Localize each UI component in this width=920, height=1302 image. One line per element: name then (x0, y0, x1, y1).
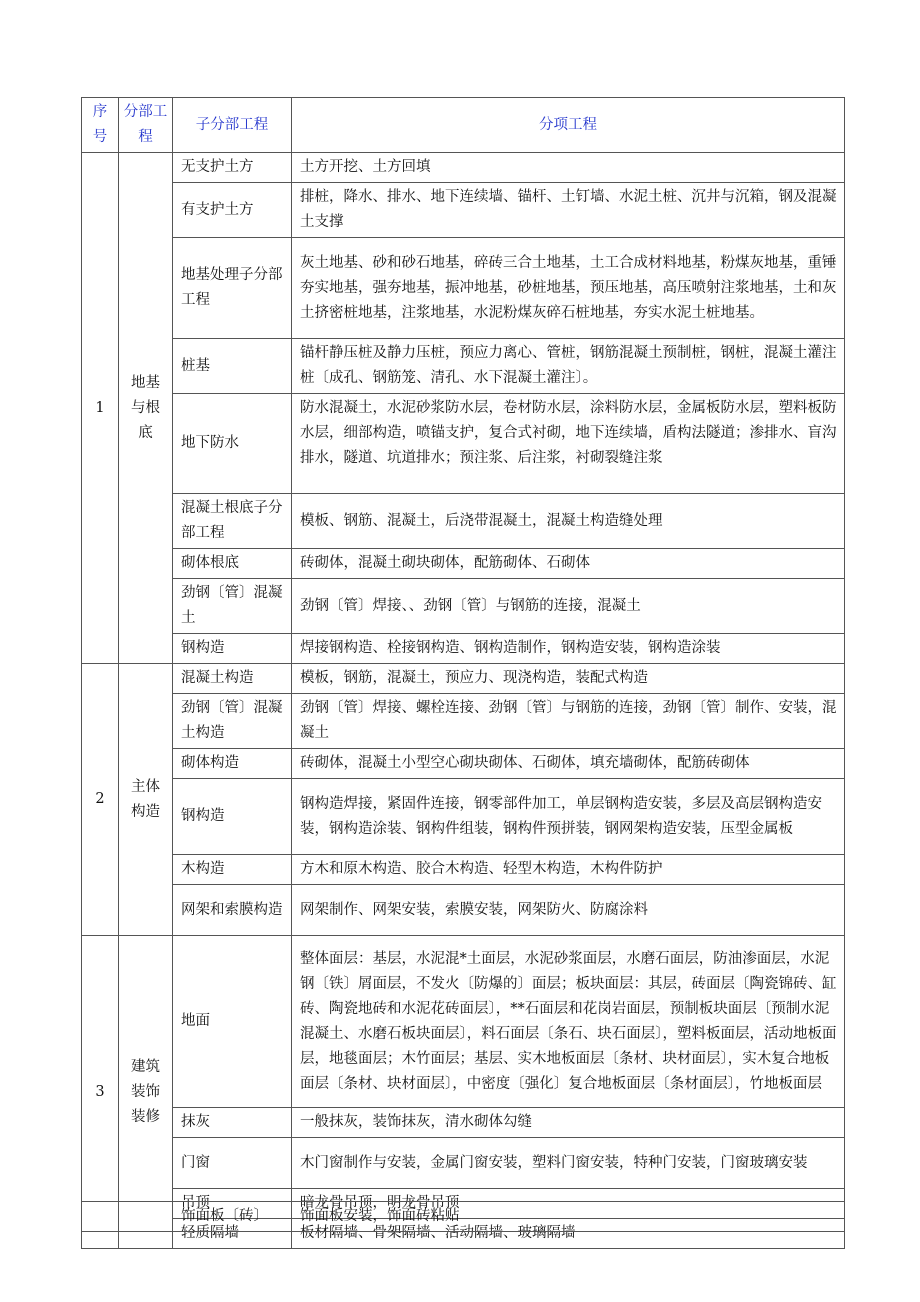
table-row (82, 394, 845, 494)
items-cell: 焊接钢构造、栓接钢构造、钢构造制作，钢构造安装，钢构造涂装 (292, 634, 845, 664)
items-cell: 模板，钢筋，混凝土，预应力、现浇构造，装配式构造 (292, 664, 845, 694)
subdivision-cell: 饰面板〔砖〕 (173, 1202, 292, 1232)
group-number: 2 (82, 664, 119, 936)
table-row (82, 694, 845, 749)
subdivision-cell: 木构造 (173, 855, 292, 885)
items-cell: 砖砌体，混凝土砌块砌体，配筋砌体、石砌体 (292, 549, 845, 579)
table-row (82, 749, 845, 779)
division-name: 建筑装饰装修 (119, 936, 173, 1249)
table-row (82, 664, 845, 694)
subdivision-cell: 钢构造 (173, 779, 292, 855)
empty-division-cell (119, 1202, 173, 1232)
table-row (82, 779, 845, 855)
header-division: 分部工程 (119, 98, 173, 153)
subdivision-cell: 吊顶 (173, 1189, 292, 1219)
table-row (82, 855, 845, 885)
subdivision-cell: 地面 (173, 936, 292, 1108)
engineering-division-table (81, 97, 845, 1249)
group-number: 1 (82, 153, 119, 664)
subdivision-cell: 混凝土构造 (173, 664, 292, 694)
subdivision-cell: 劲钢〔管〕混凝土构造 (173, 694, 292, 749)
group-number: 3 (82, 936, 119, 1249)
header-no: 序号 (82, 98, 119, 153)
subdivision-cell: 砌体根底 (173, 549, 292, 579)
header-items: 分项工程 (292, 98, 845, 153)
items-cell: 土方开挖、土方回填 (292, 153, 845, 183)
division-name: 主体构造 (119, 664, 173, 936)
subdivision-cell: 钢构造 (173, 634, 292, 664)
table-row (82, 1138, 845, 1189)
table-row (82, 238, 845, 339)
header-subdivision: 子分部工程 (173, 98, 292, 153)
subdivision-cell: 门窗 (173, 1138, 292, 1189)
items-cell: 暗龙骨吊顶，明龙骨吊顶 (292, 1189, 845, 1219)
empty-number-cell (82, 1202, 119, 1232)
subdivision-cell: 混凝土根底子分部工程 (173, 494, 292, 549)
items-cell: 方木和原木构造、胶合木构造、轻型木构造，木构件防护 (292, 855, 845, 885)
items-cell: 网架制作、网架安装，索膜安装，网架防火、防腐涂料 (292, 885, 845, 936)
subdivision-cell: 地基处理子分部工程 (173, 238, 292, 339)
items-cell: 饰面板安装，饰面砖粘贴 (292, 1202, 845, 1232)
items-cell: 劲钢〔管〕焊接、、劲钢〔管〕与钢筋的连接，混凝土 (292, 579, 845, 634)
items-cell: 模板、钢筋、混凝土，后浇带混凝土，混凝土构造缝处理 (292, 494, 845, 549)
table-row (82, 634, 845, 664)
subdivision-cell: 无支护土方 (173, 153, 292, 183)
items-cell: 一般抹灰，装饰抹灰，清水砌体勾缝 (292, 1108, 845, 1138)
table-row (82, 1202, 845, 1232)
items-cell: 砖砌体，混凝土小型空心砌块砌体、石砌体，填充墙砌体，配筋砖砌体 (292, 749, 845, 779)
items-cell: 板材隔墙、骨架隔墙、活动隔墙、玻璃隔墙 (292, 1219, 845, 1249)
table-row (82, 936, 845, 1108)
subdivision-cell: 桩基 (173, 339, 292, 394)
items-cell: 钢构造焊接，紧固件连接，钢零部件加工，单层钢构造安装，多层及高层钢构造安装，钢构造涂装、钢构件组装，钢构件预拼装，钢网架构造安装，压型金属板 (292, 779, 845, 855)
table-header-row (82, 98, 845, 153)
table-row (82, 885, 845, 936)
subdivision-cell: 砌体构造 (173, 749, 292, 779)
table-row (82, 494, 845, 549)
table-row (82, 153, 845, 183)
items-cell: 木门窗制作与安装，金属门窗安装，塑料门窗安装，特种门安装，门窗玻璃安装 (292, 1138, 845, 1189)
items-cell: 排桩，降水、排水、地下连续墙、锚杆、土钉墙、水泥土桩、沉井与沉箱，钢及混凝土支撑 (292, 183, 845, 238)
table-row (82, 183, 845, 238)
items-cell: 防水混凝土，水泥砂浆防水层，卷材防水层，涂料防水层，金属板防水层，塑料板防水层，细部构造，喷锚支护，复合式衬砌，地下连续墙，盾构法隧道；渗排水、盲沟排水，隧道、坑道排水；预注浆、后注浆，衬砌裂缝注浆 (292, 394, 845, 494)
division-name: 地基与根底 (119, 153, 173, 664)
subdivision-cell: 轻质隔墙 (173, 1219, 292, 1249)
table-row (82, 1108, 845, 1138)
items-cell: 锚杆静压桩及静力压桩，预应力离心、管桩，钢筋混凝土预制桩，钢桩，混凝土灌注桩〔成孔、钢筋笼、清孔、水下混凝土灌注〕。 (292, 339, 845, 394)
items-cell: 灰土地基、砂和砂石地基，碎砖三合土地基，土工合成材料地基，粉煤灰地基，重锤夯实地基，强夯地基，振冲地基，砂桩地基，预压地基，高压喷射注浆地基，土和灰土挤密桩地基，注浆地基，水泥粉煤灰碎石桩地基，夯实水泥土桩地基。 (292, 238, 845, 339)
items-cell: 劲钢〔管〕焊接、螺栓连接、劲钢〔管〕与钢筋的连接，劲钢〔管〕制作、安装，混凝土 (292, 694, 845, 749)
table-row (82, 339, 845, 394)
subdivision-cell: 抹灰 (173, 1108, 292, 1138)
subdivision-cell: 网架和索膜构造 (173, 885, 292, 936)
subdivision-cell: 地下防水 (173, 394, 292, 494)
continuation-table (81, 1201, 845, 1232)
table-row (82, 579, 845, 634)
subdivision-cell: 有支护土方 (173, 183, 292, 238)
items-cell: 整体面层：基层，水泥混*土面层，水泥砂浆面层，水磨石面层，防油渗面层，水泥钢〔铁〕屑面层，不发火〔防爆的〕面层；板块面层：其层，砖面层〔陶瓷锦砖、缸砖、陶瓷地砖和水泥花砖面层〕，**石面层和花岗岩面层，预制板块面层〔预制水泥混凝土、水磨石板块面层〕，料石面层〔条石、块石面层〕，塑料板面层，活动地板面层，地毯面层；木竹面层；基层、实木地板面层〔条材、块材面层〕，实木复合地板面层〔条材、块材面层〕，中密度〔强化〕复合地板面层〔条材面层〕，竹地板面层 (292, 936, 845, 1108)
table-row (82, 549, 845, 579)
subdivision-cell: 劲钢〔管〕混凝土 (173, 579, 292, 634)
